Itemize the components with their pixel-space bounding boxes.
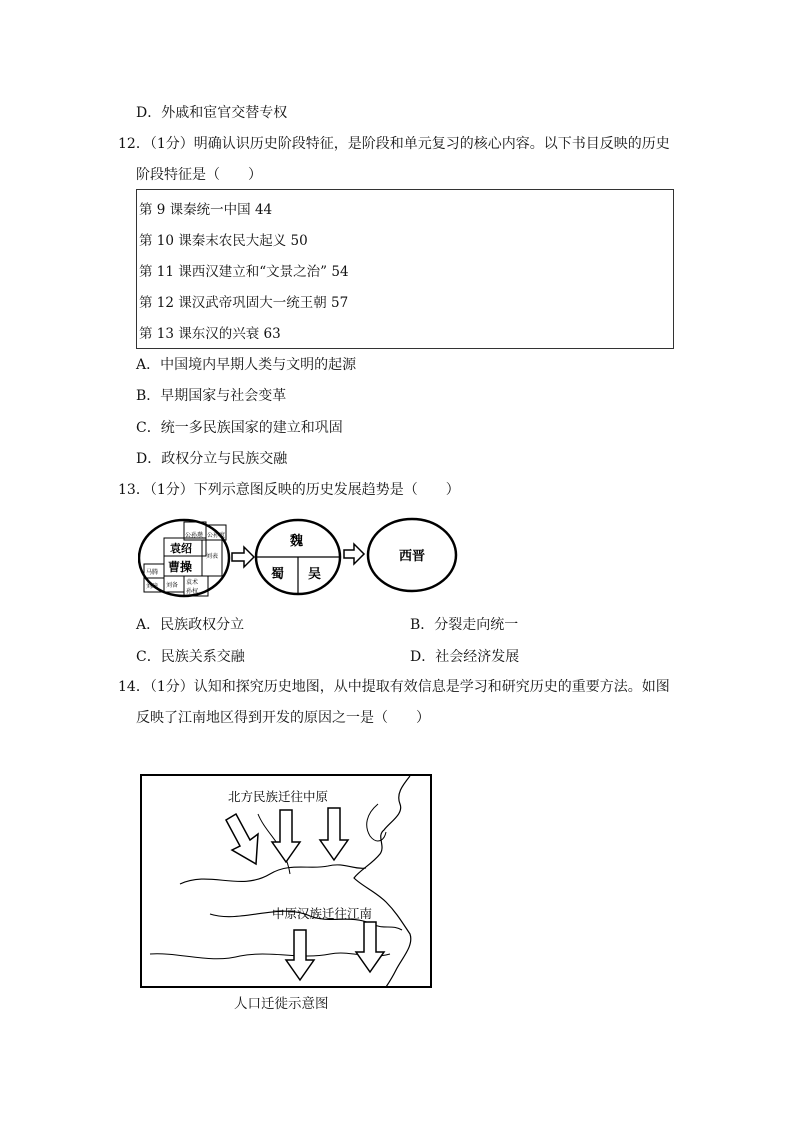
q12-toc-box bbox=[136, 189, 674, 349]
q12-stem-line1: 12．（1分）明确认识历史阶段特征，是阶段和单元复习的核心内容。以下书目反映的历史 bbox=[118, 136, 670, 152]
warlord-main: 袁绍 bbox=[170, 542, 192, 555]
dynasty-western-jin: 西晋 bbox=[399, 549, 426, 564]
q13-option-c: C．民族关系交融 bbox=[136, 649, 245, 665]
map-label-north: 北方民族迁往中原 bbox=[228, 789, 329, 804]
warlord-center: 曹操 bbox=[168, 560, 193, 574]
map-label-south: 中原汉族迁往江南 bbox=[272, 906, 373, 921]
q12-option-c: C．统一多民族国家的建立和巩固 bbox=[136, 420, 343, 436]
q13-stem: 13．（1分）下列示意图反映的历史发展趋势是（ ） bbox=[118, 482, 460, 498]
q12-option-b: B．早期国家与社会变革 bbox=[136, 388, 287, 404]
toc-row: 第 11 课西汉建立和“文景之治” 54 bbox=[139, 264, 349, 280]
warlord-label: 刘璋 bbox=[146, 583, 159, 590]
kingdom-wu: 吴 bbox=[308, 567, 322, 582]
kingdom-shu: 蜀 bbox=[271, 567, 285, 582]
toc-row: 第 12 课汉武帝巩固大一统王朝 57 bbox=[139, 295, 349, 311]
toc-row: 第 9 课秦统一中国 44 bbox=[139, 202, 273, 218]
kingdom-wei: 魏 bbox=[290, 534, 304, 549]
warlord-label: 袁术 bbox=[186, 579, 199, 586]
q13-diagram bbox=[138, 516, 458, 598]
q14-stem-line2: 反映了江南地区得到开发的原因之一是（ ） bbox=[136, 710, 430, 726]
arrow-right-icon bbox=[344, 544, 364, 564]
warlord-label: 刘表 bbox=[206, 553, 219, 560]
migration-map bbox=[140, 774, 432, 988]
warlord-label: 公孙瓒 bbox=[185, 532, 204, 539]
toc-row: 第 10 课秦末农民大起义 50 bbox=[139, 233, 308, 249]
map-caption: 人口迁徙示意图 bbox=[234, 996, 329, 1012]
warlord-label: 马腾 bbox=[146, 569, 159, 576]
q12-option-d: D．政权分立与民族交融 bbox=[136, 451, 288, 467]
warlord-label: 孙权 bbox=[186, 588, 199, 595]
toc-row: 第 13 课东汉的兴衰 63 bbox=[139, 326, 281, 342]
q13-option-d: D．社会经济发展 bbox=[410, 649, 520, 665]
warlord-label: 公孙度 bbox=[207, 532, 226, 539]
warlord-label: 刘备 bbox=[166, 582, 179, 589]
q11-option-d: D．外戚和宦官交替专权 bbox=[136, 105, 288, 121]
q13-option-a: A．民族政权分立 bbox=[136, 617, 245, 633]
q12-stem-line2: 阶段特征是（ ） bbox=[136, 167, 262, 183]
arrow-right-icon bbox=[232, 547, 254, 567]
q14-stem-line1: 14．（1分）认知和探究历史地图，从中提取有效信息是学习和研究历史的重要方法。如图 bbox=[118, 679, 670, 695]
q13-option-b: B．分裂走向统一 bbox=[410, 617, 519, 633]
q12-option-a: A．中国境内早期人类与文明的起源 bbox=[136, 357, 357, 373]
